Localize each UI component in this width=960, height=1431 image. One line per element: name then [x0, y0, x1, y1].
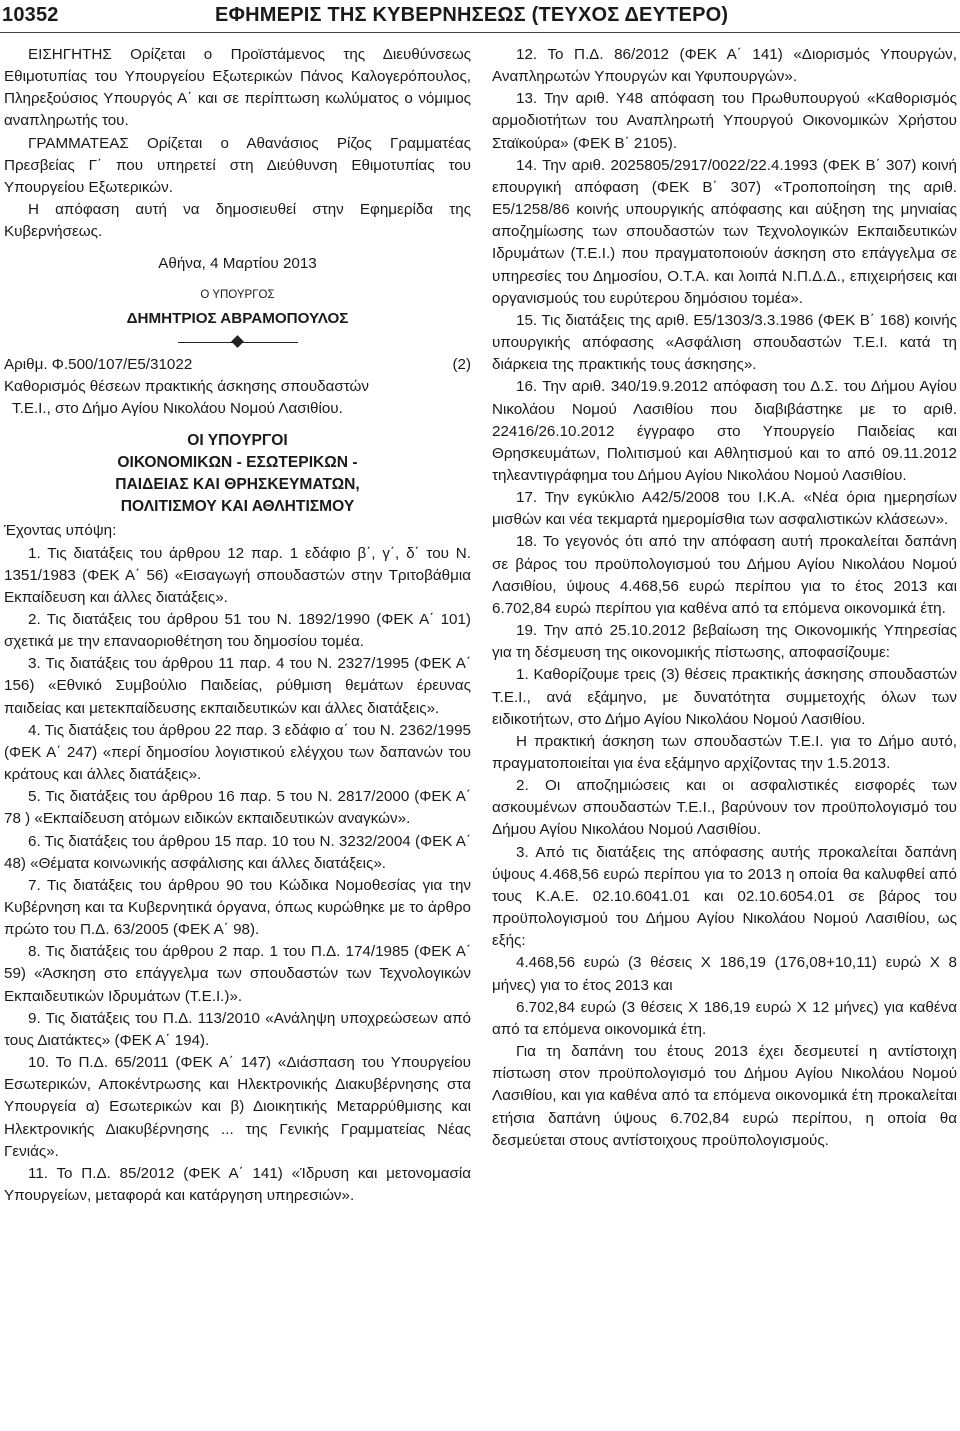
heading-line: ΟΙ ΥΠΟΥΡΓΟΙ [187, 432, 288, 450]
legal-basis-item: 16. Την αριθ. 340/19.9.2012 απόφαση του Δ.Σ. του Δήμου Αγίου Νικολάου Νομού Λασιθίου που διαβιβάστηκε με το αριθ. 22416/26.10.2012 έγγραφο στο Υπουργείο Παιδείας και Θρησκευμάτων, Πολιτισμού και Αθλητισμού και το από 09.11.2012 τηλεαντιγράφημα του Δήμου Αγίου Νικολάου Νομού Λασιθίου. [492, 378, 957, 484]
legal-basis-item: 2. Τις διατάξεις του άρθρου 51 του Ν. 1892/1990 (ΦΕΚ Α΄ 101) σχετικά με την επαναοριοθέτηση του δημοσίου τομέα. [4, 610, 471, 651]
decision-subject: Καθορισμός θέσεων πρακτικής άσκησης σπουδαστών [4, 378, 370, 396]
legal-basis-item: 15. Τις διατάξεις της αριθ. Ε5/1303/3.3.1986 (ΦΕΚ Β΄ 168) κοινής υπουργικής απόφασης «Ασφάλιση σπουδαστών Τ.Ε.Ι. κατά τη διάρκεια της πρακτικής τους άσκησης». [492, 311, 957, 374]
legal-basis-item: 10. Το Π.Δ. 65/2011 (ΦΕΚ Α΄ 147) «Διάσπαση του Υπουργείου Εσωτερικών, Αποκέντρωσης και Ηλεκτρονικής Διακυβέρνησης στα Υπουργεία α) Εσωτερικών και β) Διοικητικής Μεταρρύθμισης και Ηλεκτρονικής Διακυβέρνησης ... της Γενικής Γραμματείας Νέας Γενιάς». [4, 1054, 471, 1160]
heading-line: ΠΟΛΙΤΙΣΜΟΥ ΚΑΙ ΑΘΛΗΤΙΣΜΟΥ [120, 498, 355, 516]
page-header [0, 0, 960, 36]
decision-sequence: (2) [452, 355, 471, 373]
decision-article: 3. Από τις διατάξεις της απόφασης αυτής προκαλείται δαπάνη ύψους 4.468,56 ευρώ περίπου για το 2013 η οποία θα καλυφθεί από τους Κ.Α.Ε. 02.10.6041.01 και 02.10.6054.01 σε βάρος του προϋπολογισμού του Δήμου Αγίου Νικολάου Νομού Λασιθίου, ως εξής: [492, 843, 957, 950]
decision-article: 1. Καθορίζουμε τρεις (3) θέσεις πρακτικής άσκησης σπουδαστών Τ.Ε.Ι., ανά εξάμηνο, με δυνατότητα συμμετοχής όλων των ειδικοτήτων, στο Δήμο Αγίου Νικολάου Νομού Λασιθίου. [492, 666, 957, 728]
cost-breakdown-line: 4.468,56 ευρώ (3 θέσεις Χ 186,19 (176,08+10,11) ευρώ Χ 8 μήνες) για το έτος 2013 και [492, 954, 957, 994]
having-regard: Έχοντας υπόψη: [4, 522, 117, 540]
legal-basis-item: 14. Την αριθ. 2025805/2917/0022/22.4.1993 (ΦΕΚ Β΄ 307) κοινή επουργική απόφαση (ΦΕΚ Β΄ 307) «Τροποποίηση της αριθ. Ε5/1258/86 κοινής υπουργικής απόφασης και αύξηση της μηνιαίας αποζημίωσης των σπουδαστών των Τεχνολογικών Εκπαιδευτικών Ιδρυμάτων (Τ.Ε.Ι.) που πραγματοποιούν άσκηση στο επάγγελμα σε υπηρεσίες του Δημοσίου, Ο.Τ.Α. και λοιπά Ν.Π.Δ.Δ., επιχειρήσεις και οργανισμούς του ευρύτερου δημόσιου τομέα». [492, 156, 957, 307]
decision-article: Για τη δαπάνη του έτους 2013 έχει δεσμευτεί η αντίστοιχη πίστωση στον προϋπολογισμό του Δήμου Αγίου Νικολάου Νομού Λασιθίου, και για καθένα από τα επόμενα οικονομικά έτη προκαλείται ετήσια δαπάνη ύψους 6.702,84 ευρώ περίπου, η οποία θα δεσμεύεται στους αντίστοιχους προϋπολογισμούς. [492, 1043, 957, 1149]
legal-basis-item: 13. Την αριθ. Υ48 απόφαση του Πρωθυπουργού «Καθορισμός αρμοδιοτήτων του Αναπληρωτή Υπουργού Οικονομικών Χρήστου Σταϊκούρα» (ΦΕΚ Β΄ 2105). [492, 90, 957, 152]
left-column [4, 44, 471, 1207]
decision-reference [4, 354, 471, 376]
signature-role: Ο ΥΠΟΥΡΓΟΣ [200, 288, 275, 301]
legal-basis-item: 6. Τις διατάξεις του άρθρου 15 παρ. 10 του Ν. 3232/2004 (ΦΕΚ Α΄ 48) «Θέματα κοινωνικής ασφάλισης και άλλες διατάξεις». [4, 832, 471, 872]
legal-basis-item: 17. Την εγκύκλιο Α42/5/2008 του Ι.Κ.Α. «Νέα όρια ημερησίων μισθών και νέα τεκμαρτά ημερομίσθια των ασφαλιστικών κλάσεων». [492, 489, 957, 529]
legal-basis-item: 18. Το γεγονός ότι από την απόφαση αυτή προκαλείται δαπάνη σε βάρος του προϋπολογισμού του Δήμου Αγίου Νικολάου Νομού Λασιθίου, ύψους 4.468,56 ευρώ περίπου για το έτος 2013 και 6.702,84 ευρώ περίπου για καθένα από τα επόμενα οικονομικά έτη. [492, 533, 957, 617]
legal-basis-item: 5. Τις διατάξεις του άρθρου 16 παρ. 5 του Ν. 2817/2000 (ΦΕΚ Α΄ 78 ) «Εκπαίδευση ατόμων ειδικών εκπαιδευτικών αναγκών». [4, 788, 471, 828]
header-rule [0, 32, 960, 33]
signature-name: ΔΗΜΗΤΡΙΟΣ ΑΒΡΑΜΟΠΟΥΛΟΣ [126, 309, 349, 327]
legal-basis-item: 19. Την από 25.10.2012 βεβαίωση της Οικονομικής Υπηρεσίας για τη δέσμευση της οικονομικής πίστωσης, αποφασίζουμε: [492, 622, 957, 662]
heading-line: ΠΑΙΔΕΙΑΣ ΚΑΙ ΘΡΗΣΚΕΥΜΑΤΩΝ, [115, 476, 360, 494]
heading-line: ΟΙΚΟΝΟΜΙΚΩΝ - ΕΣΩΤΕΡΙΚΩΝ - [117, 454, 358, 472]
legal-basis-item: 9. Τις διατάξεις του Π.Δ. 113/2010 «Ανάληψη υποχρεώσεων από τους Διατάκτες» (ΦΕΚ Α΄ 194). [4, 1009, 471, 1049]
legal-basis-item: 7. Τις διατάξεις του άρθρου 90 του Κώδικα Νομοθεσίας για την Κυβέρνηση και τα Κυβερνητικά όργανα, όπως κυρώθηκε με το άρθρο πρώτο του Π.Δ. 63/2005 (ΦΕΚ Α΄ 98). [4, 876, 471, 939]
intro-paragraph: Η απόφαση αυτή να δημοσιευθεί στην Εφημερίδα της Κυβερνήσεως. [4, 201, 471, 241]
legal-basis-item: 3. Τις διατάξεις του άρθρου 11 παρ. 4 του Ν. 2327/1995 (ΦΕΚ Α΄ 156) «Εθνικό Συμβούλιο Παιδείας, ρύθμιση θεμάτων έρευνας παιδείας και μετεκπαίδευσης εκπαιδευτικών και άλλες διατάξεις». [4, 655, 471, 717]
intro-paragraph: ΕΙΣΗΓΗΤΗΣ Ορίζεται ο Προϊστάμενος της Διευθύνσεως Εθιμοτυπίας του Υπουργείου Εξωτερικών Πάνος Καλογερόπουλος, Πληρεξούσιος Υπουργός Α΄ και σε περίπτωση κωλύματος ο νόμιμος αναπληρωτής του. [4, 46, 471, 130]
legal-basis-item: 1. Τις διατάξεις του άρθρου 12 παρ. 1 εδάφιο β΄, γ΄, δ΄ του Ν. 1351/1983 (ΦΕΚ Α΄ 56) «Εισαγωγή σπουδαστών στην Τριτοβάθμια Εκπαίδευση και άλλες διατάξεις». [4, 544, 471, 606]
page-number: 10352 [2, 4, 59, 26]
legal-basis-item: 11. Το Π.Δ. 85/2012 (ΦΕΚ Α΄ 141) «Ίδρυση και μετονομασία Υπουργείων, μεταφορά και κατάργηση υπηρεσιών». [4, 1164, 471, 1205]
ministers-heading [4, 430, 471, 518]
legal-basis-item: 4. Τις διατάξεις του άρθρου 22 παρ. 3 εδάφιο α΄ του Ν. 2362/1995 (ΦΕΚ Α΄ 247) «περί δημοσίου λογιστικού ελέγχου των δαπανών του κράτους και άλλες διατάξεις». [4, 721, 471, 784]
legal-basis-item: 8. Τις διατάξεις του άρθρου 2 παρ. 1 του Π.Δ. 174/1985 (ΦΕΚ Α΄ 59) «Άσκηση στο επάγγελμα των σπουδαστών των Τεχνολογικών Εκπαιδευτικών Ιδρυμάτων (Τ.Ε.Ι.)». [4, 943, 471, 1005]
intro-paragraph: ΓΡΑΜΜΑΤΕΑΣ Ορίζεται ο Αθανάσιος Ρίζος Γραμματέας Πρεσβείας Γ΄ που υπηρετεί στη Διεύθυνση Εθιμοτυπίας του Υπουργείου Εξωτερικών. [4, 134, 471, 196]
signature-place-date: Αθήνα, 4 Μαρτίου 2013 [158, 255, 317, 273]
decision-ref-number: Αριθμ. Φ.500/107/Ε5/31022 [4, 355, 193, 373]
legal-basis-item: 12. Το Π.Δ. 86/2012 (ΦΕΚ Α΄ 141) «Διορισμός Υπουργών, Αναπληρωτών Υπουργών και Υφυπουργών». [492, 46, 957, 86]
right-column [492, 44, 957, 1152]
gazette-title: ΕΦΗΜΕΡΙΣ ΤΗΣ ΚΥΒΕΡΝΗΣΕΩΣ (ΤΕΥΧΟΣ ΔΕΥΤΕΡΟ) [215, 4, 729, 26]
section-divider-ornament [178, 336, 298, 348]
cost-breakdown-line: 6.702,84 ευρώ (3 θέσεις Χ 186,19 ευρώ Χ 12 μήνες) για καθένα από τα επόμενα οικονομικά έτη. [492, 998, 957, 1038]
diamond-icon [231, 335, 244, 348]
decision-article: 2. Οι αποζημιώσεις και οι ασφαλιστικές εισφορές των ασκουμένων σπουδαστών Τ.Ε.Ι., βαρύνουν τον προϋπολογισμό του Δήμου Αγίου Νικολάου Νομού Λασιθίου. [492, 777, 957, 839]
decision-article: Η πρακτική άσκηση των σπουδαστών Τ.Ε.Ι. για το Δήμο αυτό, πραγματοποιείται για ένα εξάμηνο αρχίζοντας την 1.5.2013. [492, 732, 957, 772]
decision-subject-cont: Τ.Ε.Ι., στο Δήμο Αγίου Νικολάου Νομού Λασιθίου. [12, 400, 343, 418]
